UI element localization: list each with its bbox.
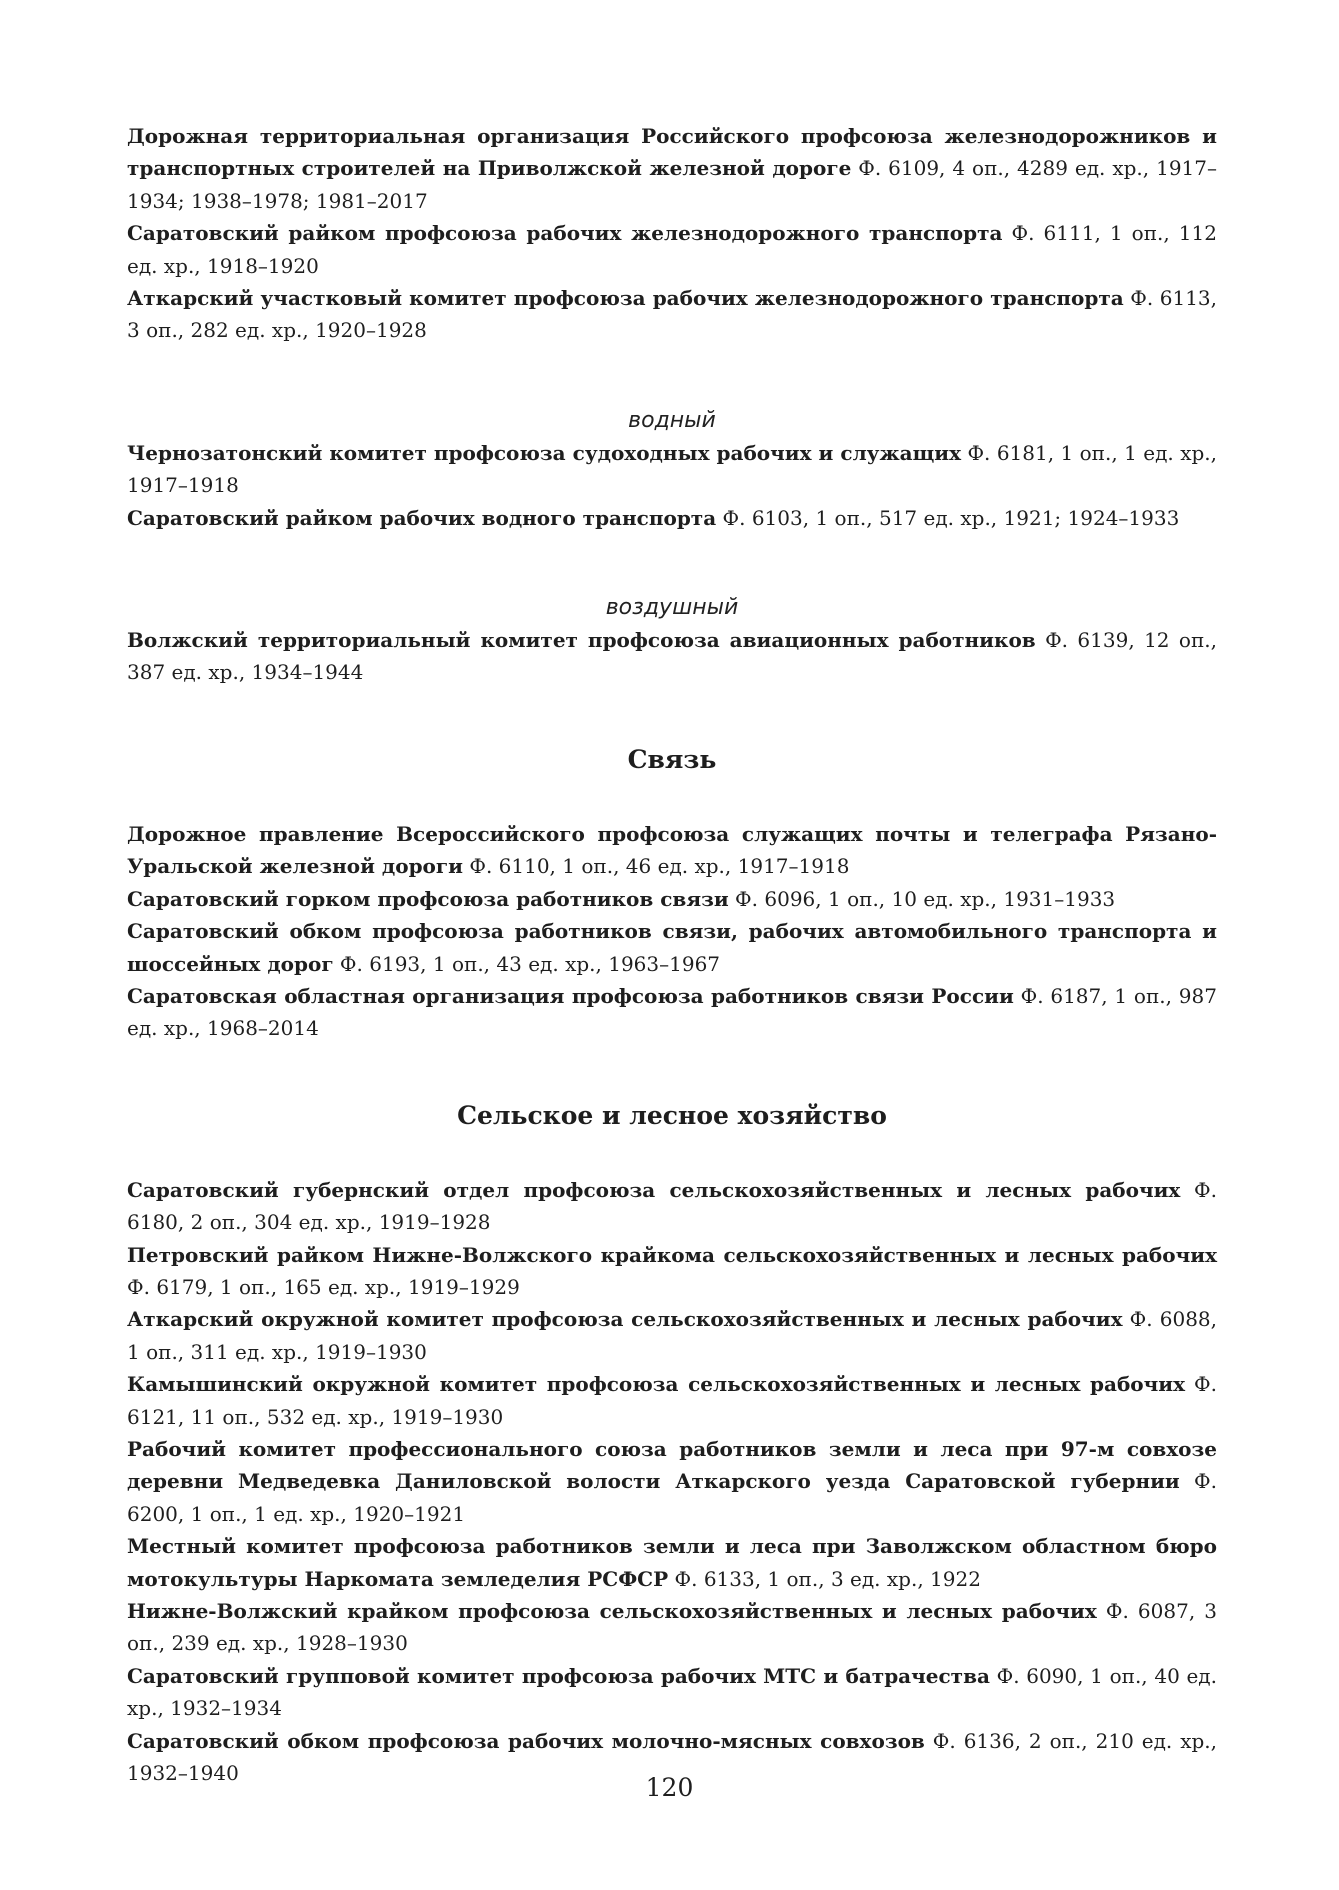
fund-details: Ф. 6181, 1 оп., 1 ед. хр., 1917–1918 bbox=[127, 440, 1217, 498]
list-item bbox=[127, 1368, 1217, 1433]
organization-name: Нижне-Волжский крайком профсоюза сельскохозяйственных и лесных рабочих bbox=[127, 1599, 1097, 1623]
fund-details: Ф. 6180, 2 оп., 304 ед. хр., 1919–1928 bbox=[127, 1177, 1217, 1235]
fund-details: Ф. 6087, 3 оп., 239 ед. хр., 1928–1930 bbox=[127, 1599, 1217, 1656]
subsection-heading-water: водный bbox=[628, 407, 716, 433]
list-item bbox=[127, 980, 1217, 1045]
organization-name: Аткарский окружной комитет профсоюза сельскохозяйственных и лесных рабочих bbox=[127, 1307, 1123, 1332]
organization-name: Местный комитет профсоюза работников земли и леса при Заволжском областном бюро мотокультуры Наркомата земледелия РСФСР bbox=[127, 1534, 1217, 1591]
organization-name: Дорожное правление Всероссийского профсоюза служащих почты и телеграфа Рязано-Уральской железной дороги bbox=[127, 821, 1217, 879]
section-heading-agriculture: Сельское и лесное хозяйство bbox=[457, 1100, 887, 1130]
organization-name: Саратовский райком профсоюза рабочих железнодорожного транспорта bbox=[127, 221, 1003, 246]
fund-details: Ф. 6111, 1 оп., 112 ед. хр., 1918–1920 bbox=[127, 221, 1217, 278]
fund-details: Ф. 6096, 1 оп., 10 ед. хр., 1931–1933 bbox=[728, 886, 1116, 911]
fund-details: Ф. 6179, 1 оп., 165 ед. хр., 1919–1929 bbox=[127, 1274, 520, 1299]
list-item bbox=[127, 437, 1217, 502]
list-item bbox=[127, 818, 1217, 883]
organization-name: Саратовский обком профсоюза рабочих молочно-мясных совхозов bbox=[127, 1728, 925, 1753]
fund-details: Ф. 6133, 1 оп., 3 ед. хр., 1922 bbox=[668, 1566, 981, 1591]
fund-details: Ф. 6139, 12 оп., 387 ед. хр., 1934–1944 bbox=[127, 628, 1217, 685]
list-item bbox=[127, 624, 1217, 689]
fund-details: Ф. 6113, 3 оп., 282 ед. хр., 1920–1928 bbox=[127, 286, 1217, 343]
fund-details: Ф. 6088, 1 оп., 311 ед. хр., 1919–1930 bbox=[127, 1307, 1217, 1364]
section-heading-communication: Связь bbox=[627, 744, 717, 774]
list-item bbox=[127, 883, 1217, 915]
organization-name: Петровский райком Нижне-Волжского крайкома сельскохозяйственных и лесных рабочих bbox=[127, 1242, 1217, 1267]
list-item bbox=[127, 1239, 1217, 1304]
list-item bbox=[127, 282, 1217, 347]
fund-details: Ф. 6109, 4 оп., 4289 ед. хр., 1917–1934; 1938–1978; 1981–2017 bbox=[127, 156, 1217, 213]
list-item bbox=[127, 915, 1217, 980]
list-item bbox=[127, 1433, 1217, 1530]
fund-details: Ф. 6121, 11 оп., 532 ед. хр., 1919–1930 bbox=[127, 1372, 1217, 1429]
fund-details: Ф. 6136, 2 оп., 210 ед. хр., 1932–1940 bbox=[127, 1728, 1217, 1786]
list-item bbox=[127, 1595, 1217, 1660]
organization-name: Саратовский обком профсоюза работников связи, рабочих автомобильного транспорта и шоссейных дорог bbox=[127, 919, 1217, 976]
organization-name: Камышинский окружной комитет профсоюза сельскохозяйственных и лесных рабочих bbox=[127, 1372, 1186, 1397]
organization-name: Саратовская областная организация профсоюза работников связи России bbox=[127, 983, 1014, 1008]
organization-name: Дорожная территориальная организация Российского профсоюза железнодорожников и транспортных строителей на Приволжской железной дороге bbox=[127, 124, 1217, 181]
organization-name: Волжский территориальный комитет профсоюза авиационных работников bbox=[127, 628, 1036, 653]
organization-name: Аткарский участковый комитет профсоюза рабочих железнодорожного транспорта bbox=[127, 286, 1124, 311]
list-item bbox=[127, 1530, 1217, 1595]
subsection-heading-air: воздушный bbox=[605, 595, 739, 621]
fund-details: Ф. 6090, 1 оп., 40 ед. хр., 1932–1934 bbox=[127, 1663, 1217, 1721]
list-item bbox=[127, 1660, 1217, 1725]
organization-name: Саратовский губернский отдел профсоюза сельскохозяйственных и лесных рабочих bbox=[127, 1177, 1181, 1202]
organization-name: Саратовский групповой комитет профсоюза рабочих МТС и батрачества bbox=[127, 1663, 990, 1688]
list-item bbox=[127, 502, 1217, 534]
fund-details: Ф. 6200, 1 оп., 1 ед. хр., 1920–1921 bbox=[127, 1469, 1217, 1526]
list-item bbox=[127, 217, 1217, 282]
fund-details: Ф. 6110, 1 оп., 46 ед. хр., 1917–1918 bbox=[462, 854, 850, 879]
organization-name: Саратовский райком рабочих водного транспорта bbox=[127, 505, 717, 530]
organization-name: Рабочий комитет профессионального союза работников земли и леса при 97-м совхозе деревни Медведевка Даниловской волости Аткарского уезда Саратовской губернии bbox=[127, 1436, 1217, 1494]
fund-details: Ф. 6187, 1 оп., 987 ед. хр., 1968–2014 bbox=[127, 983, 1217, 1041]
organization-name: Чернозатонский комитет профсоюза судоходных рабочих и служащих bbox=[127, 440, 962, 465]
list-item bbox=[127, 120, 1217, 217]
fund-details: Ф. 6193, 1 оп., 43 ед. хр., 1963–1967 bbox=[333, 951, 721, 976]
page-content bbox=[127, 120, 1217, 1789]
list-item bbox=[127, 1303, 1217, 1368]
fund-details: Ф. 6103, 1 оп., 517 ед. хр., 1921; 1924–1933 bbox=[716, 505, 1180, 530]
page-number: 120 bbox=[645, 1773, 694, 1802]
list-item bbox=[127, 1174, 1217, 1239]
organization-name: Саратовский горком профсоюза работников связи bbox=[127, 886, 729, 911]
